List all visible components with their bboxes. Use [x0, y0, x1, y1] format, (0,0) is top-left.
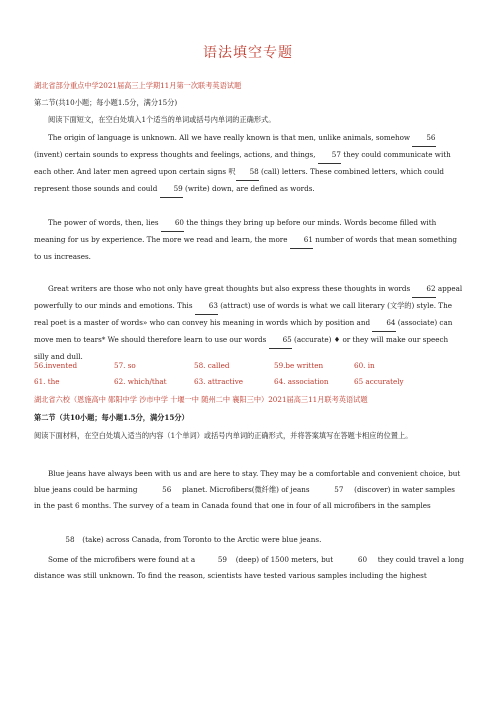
- blank-62: 62: [412, 281, 435, 298]
- blank-60: 60: [161, 215, 184, 232]
- blank-59: 59: [160, 181, 183, 198]
- answer-65: 65 accurately: [354, 377, 404, 386]
- answer-63: 63. attractive: [194, 377, 244, 386]
- section1-paragraph-3: Great writers are those who not only have great thoughts but also express these thoughts in words 62 appeal powerfully to our minds and emotions. This 63 (attract) use of words is what we call literary (文学的) style. The real poet is a master of words» who can convey his meaning in words which by position and 64 (associate) can move men to tears* We should therefore learn to use our words 65 (accurate) ♦ or they will make our speech silly and dull.: [34, 281, 464, 365]
- answer-56: 56.invented: [34, 361, 78, 370]
- answer-64: 64. association: [274, 377, 329, 386]
- section1-paragraph-2: The power of words, then, lies 60 the things they bring up before our minds. Words become filled with meaning for us by experience. The more we read and learn, the more 61 number of words that mean something to us increases.: [34, 215, 464, 265]
- blank-59-s2: 59: [217, 555, 228, 564]
- section2-paragraph-3: Some of the microfibers were found at a 59 (deep) of 1500 meters, but 60 they could travel a long distance was still unknown. To find the reason, scientists have tested various samples including the highest: [34, 552, 464, 584]
- blank-57-s2: 57: [334, 485, 344, 494]
- section1-instruction: 阅读下面短文，在空白处填入1个适当的单词或括号内单词的正确形式。: [48, 115, 276, 124]
- answer-58: 58. called: [194, 361, 230, 370]
- answer-61: 61. the: [34, 377, 60, 386]
- answer-57: 57. so: [114, 361, 136, 370]
- section1-source: 湖北省部分重点中学2021届高三上学期11月第一次联考英语试题: [34, 81, 242, 90]
- answer-key: [34, 358, 464, 390]
- section1-paragraph-1: The origin of language is unknown. All we have really known is that men, unlike animals, somehow 56 (invent) certain sounds to express thoughts and feelings, actions, and things, 57 they could communicate with each other. And later men agreed upon certain signs 呎 58 (call) letters. These combined letters, which could represent those sounds and could 59 (write) down, are defined as words.: [34, 130, 464, 198]
- answer-row: [34, 374, 464, 390]
- blank-63: 63: [195, 298, 218, 315]
- blank-61: 61: [290, 232, 313, 249]
- blank-65: 65: [269, 332, 292, 349]
- section2-paragraph-2: 58 (take) across Canada, from Toronto to the Arctic were blue jeans.: [34, 532, 464, 548]
- answer-62: 62. which/that: [114, 377, 167, 386]
- blank-64: 64: [372, 315, 395, 332]
- answer-row: [34, 358, 464, 374]
- page-title: 语法填空专题: [203, 45, 293, 61]
- section2-instruction: 阅读下面材料，在空白处填入适当的内容（1个单词）或括号内单词的正确形式，并将答案填写在答题卡相应的位置上。: [34, 431, 413, 440]
- blank-58-s2: 58: [65, 535, 75, 544]
- section2-part: 第二节（共10小题；每小题1.5分，满分15分）: [34, 413, 189, 422]
- section2-source: 湖北省六校（恩施高中 郧阳中学 沙市中学 十堰一中 随州二中 襄阳三中）2021届高三11月联考英语试题: [34, 395, 368, 404]
- section2-paragraph-1: Blue jeans have always been with us and are here to stay. They may be a comfortable and convenient choice, but blue jeans could be harming 56 planet. Microfibers(微纤维) of jeans 57 (discover) in water samples in the past 6 months. The survey of a team in Canada found that one in four of all microfibers in the samples: [34, 469, 461, 510]
- blank-60-s2: 60: [357, 555, 368, 564]
- blank-56: 56: [412, 130, 435, 147]
- blank-57: 57: [318, 147, 341, 164]
- answer-59: 59.be written: [274, 361, 324, 370]
- blank-56-s2: 56: [162, 485, 172, 494]
- section1-part: 第二节(共10小题；每小题1.5分，满分15分): [34, 98, 178, 107]
- answer-60: 60. in: [354, 361, 375, 370]
- blank-58: 58: [236, 164, 259, 181]
